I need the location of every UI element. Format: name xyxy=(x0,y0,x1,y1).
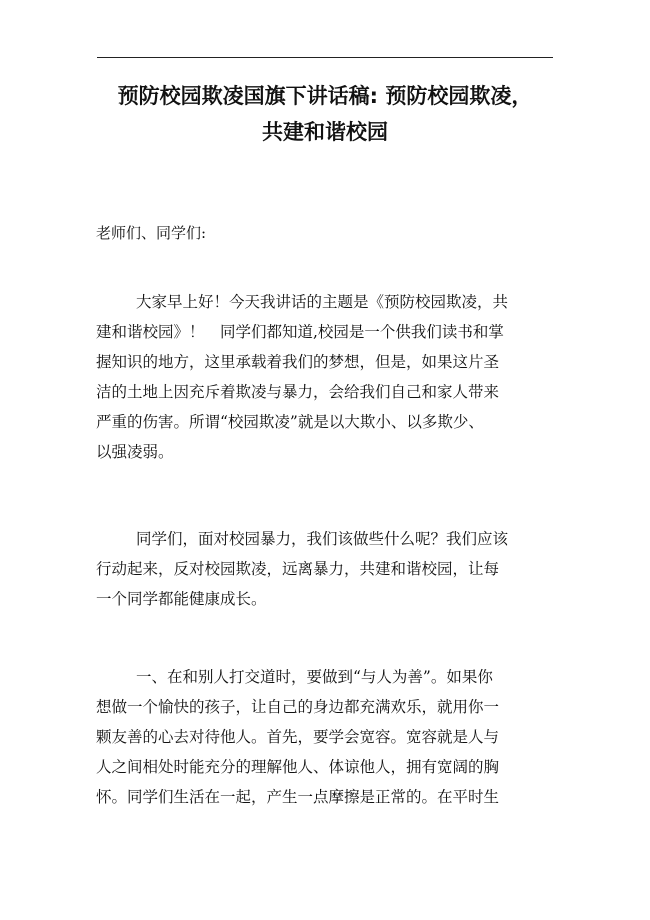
paragraph-line: 同学们，面对校园暴力，我们该做些什么呢？我们应该 xyxy=(136,530,509,548)
paragraph xyxy=(96,662,556,812)
paragraph-line: 想做一个愉快的孩子，让自己的身边都充满欢乐，就用你一 xyxy=(96,698,500,716)
paragraph-line: 建和谐校园》！ 同学们都知道,校园是一个供我们读书和掌 xyxy=(96,323,504,341)
title-line: 共建和谐校园 xyxy=(262,120,388,144)
paragraph-line: 洁的土地上因充斥着欺凌与暴力，会给我们自己和家人带来 xyxy=(96,383,500,401)
paragraph-line: 大家早上好！今天我讲话的主题是《预防校园欺凌，共 xyxy=(136,293,509,311)
paragraph-line: 行动起来，反对校园欺凌，远离暴力，共建和谐校园，让每 xyxy=(96,560,500,578)
salutation: 老师们、同学们: xyxy=(96,224,207,242)
paragraph xyxy=(96,287,556,467)
paragraph-line: 握知识的地方，这里承载着我们的梦想，但是，如果这片圣 xyxy=(96,353,500,371)
header-rule xyxy=(97,57,553,58)
paragraph-line: 一个同学都能健康成长。 xyxy=(96,590,267,608)
paragraph-line: 人之间相处时能充分的理解他人、体谅他人，拥有宽阔的胸 xyxy=(96,758,500,776)
paragraph-line: 以强凌弱。 xyxy=(96,443,174,461)
document-title xyxy=(90,78,560,150)
paragraph-line: 严重的伤害。所谓“校园欺凌”就是以大欺小、以多欺少、 xyxy=(96,413,484,431)
paragraph-line: 怀。同学们生活在一起，产生一点摩擦是正常的。在平时生 xyxy=(96,788,500,806)
title-line: 预防校园欺凌国旗下讲话稿: 预防校园欺凌， xyxy=(117,84,533,108)
paragraph-line: 颗友善的心去对待他人。首先，要学会宽容。宽容就是人与 xyxy=(96,728,500,746)
paragraph xyxy=(96,524,556,614)
paragraph-line: 一、在和别人打交道时，要做到“与人为善”。如果你 xyxy=(136,668,493,686)
